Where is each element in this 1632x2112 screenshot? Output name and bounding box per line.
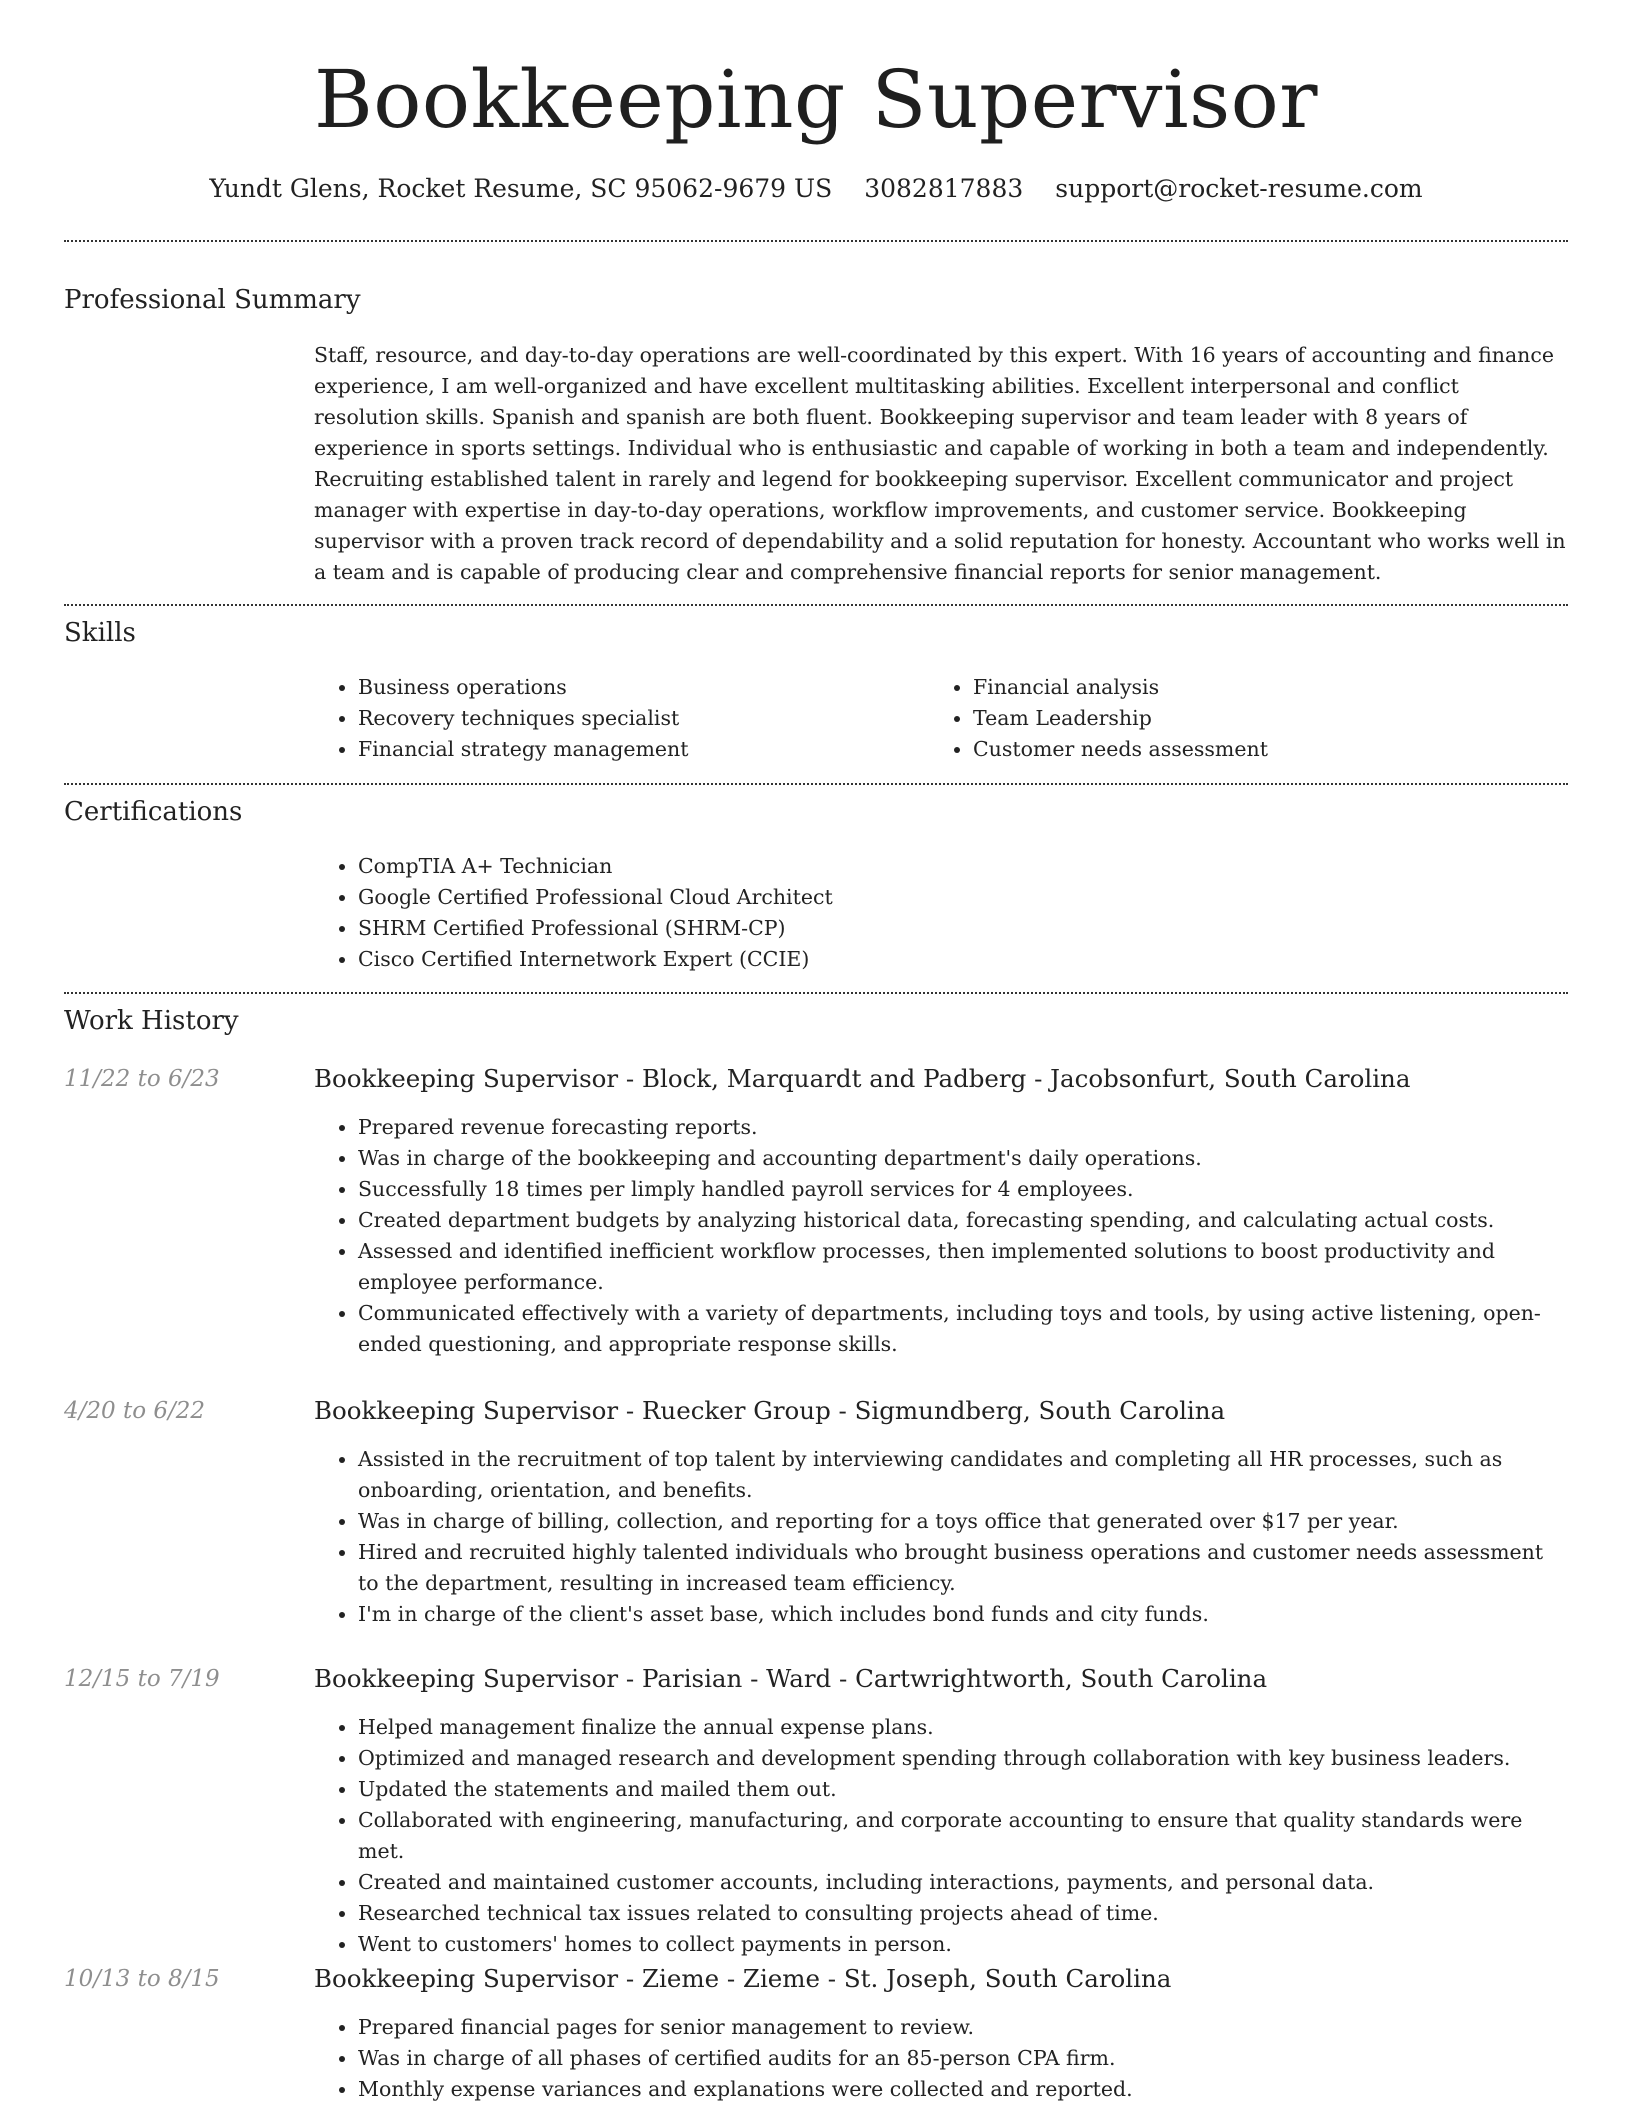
certifications-block (314, 851, 1568, 975)
bullet-item: • Successfully 18 times per limply handled payroll services for 4 employees. (358, 1174, 1568, 1205)
section-divider (64, 783, 1568, 785)
skills-left-column (314, 672, 874, 765)
contact-address: Yundt Glens, Rocket Resume, SC 95062-9679 US (209, 174, 833, 203)
job-dates: 11/22 to 6/23 (64, 1066, 220, 1092)
bullet-item: • Communicated effectively with a variety of departments, including toys and tools, by using active listening, open-ended questioning, and appropriate response skills. (358, 1298, 1568, 1360)
section-divider (64, 604, 1568, 606)
job-title: Bookkeeping Supervisor - Block, Marquardt and Padberg - Jacobsonfurt, South Carolina (314, 1064, 1411, 1093)
bullet-item: • Prepared financial pages for senior management to review. (358, 2012, 1568, 2043)
contact-line (0, 172, 1632, 206)
job-dates: 4/20 to 6/22 (64, 1398, 206, 1424)
job-duties (314, 1712, 1568, 1960)
bullet-item: • Cisco Certified Internetwork Expert (CCIE) (358, 944, 1568, 975)
bullet-item: • CompTIA A+ Technician (358, 851, 1568, 882)
job-duties-list (314, 1712, 1568, 1960)
bullet-item: • Collaborated with engineering, manufacturing, and corporate accounting to ensure that quality standards were met. (358, 1805, 1568, 1867)
certifications-heading: Certifications (64, 797, 243, 827)
bullet-item: • I'm in charge of the client's asset base, which includes bond funds and city funds. (358, 1599, 1568, 1630)
bullet-item: • Created department budgets by analyzing historical data, forecasting spending, and calculating actual costs. (358, 1205, 1568, 1236)
bullet-item: • Updated the statements and mailed them out. (358, 1774, 1568, 1805)
bullet-item: • Monthly expense variances and explanations were collected and reported. (358, 2074, 1568, 2105)
section-divider (64, 240, 1568, 242)
bullet-item: • Assessed and identified inefficient workflow processes, then implemented solutions to boost productivity and employee performance. (358, 1236, 1568, 1298)
job-duties (314, 2012, 1568, 2105)
bullet-item: • Prepared revenue forecasting reports. (358, 1112, 1568, 1143)
bullet-item: • Financial strategy management (358, 734, 874, 765)
bullet-item: • Researched technical tax issues related to consulting projects ahead of time. (358, 1898, 1568, 1929)
summary-text: Staff, resource, and day-to-day operations are well-coordinated by this expert. With 16 years of accounting and finance experience, I am well-organized and have excellent multitasking abilities. Excellent interpersonal and conflict resolution skills. Spanish and spanish are both fluent. Bookkeeping supervisor and team leader with 8 years of experience in sports settings. Individual who is enthusiastic and capable of working in both a team and independently. Recruiting established talent in rarely and legend for bookkeeping supervisor. Excellent communicator and project manager with expertise in day-to-day operations, workflow improvements, and customer service. Bookkeeping supervisor with a proven track record of dependability and a solid reputation for honesty. Accountant who works well in a team and is capable of producing clear and comprehensive financial reports for senior management. (314, 343, 1566, 584)
job-duties (314, 1444, 1568, 1630)
job-duties-list (314, 1444, 1568, 1630)
section-divider (64, 992, 1568, 994)
bullet-item: • Team Leadership (973, 703, 1489, 734)
job-title: Bookkeeping Supervisor - Zieme - Zieme - St. Joseph, South Carolina (314, 1964, 1172, 1993)
bullet-item: • Google Certified Professional Cloud Architect (358, 882, 1568, 913)
candidate-name: Bookkeeping Supervisor (313, 53, 1319, 146)
contact-email: support@rocket-resume.com (1055, 174, 1423, 203)
skills-right-column (929, 672, 1489, 765)
bullet-item: • Created and maintained customer accounts, including interactions, payments, and personal data. (358, 1867, 1568, 1898)
job-duties (314, 1112, 1568, 1360)
skills-heading: Skills (64, 618, 136, 648)
job-title: Bookkeeping Supervisor - Ruecker Group - Sigmundberg, South Carolina (314, 1396, 1226, 1425)
bullet-item: • Recovery techniques specialist (358, 703, 874, 734)
bullet-item: • Optimized and managed research and development spending through collaboration with key business leaders. (358, 1743, 1568, 1774)
job-title: Bookkeeping Supervisor - Parisian - Ward - Cartwrightworth, South Carolina (314, 1664, 1268, 1693)
bullet-item: • Financial analysis (973, 672, 1489, 703)
skills-left-list (314, 672, 874, 765)
contact-phone: 3082817883 (864, 174, 1024, 203)
job-duties-list (314, 2012, 1568, 2105)
bullet-item: • Was in charge of all phases of certified audits for an 85-person CPA firm. (358, 2043, 1568, 2074)
bullet-item: • Helped management finalize the annual expense plans. (358, 1712, 1568, 1743)
summary-heading: Professional Summary (64, 285, 361, 315)
bullet-item: • SHRM Certified Professional (SHRM-CP) (358, 913, 1568, 944)
work-history-heading: Work History (64, 1006, 239, 1036)
bullet-item: • Was in charge of billing, collection, and reporting for a toys office that generated over $17 per year. (358, 1506, 1568, 1537)
job-dates: 10/13 to 8/15 (64, 1966, 220, 1992)
skills-right-list (929, 672, 1489, 765)
bullet-item: • Business operations (358, 672, 874, 703)
bullet-item: • Assisted in the recruitment of top talent by interviewing candidates and completing all HR processes, such as onboarding, orientation, and benefits. (358, 1444, 1568, 1506)
bullet-item: • Customer needs assessment (973, 734, 1489, 765)
certifications-list (314, 851, 1568, 975)
bullet-item: • Was in charge of the bookkeeping and accounting department's daily operations. (358, 1143, 1568, 1174)
job-duties-list (314, 1112, 1568, 1360)
bullet-item: • Hired and recruited highly talented individuals who brought business operations and customer needs assessment to the department, resulting in increased team efficiency. (358, 1537, 1568, 1599)
bullet-item: • Went to customers' homes to collect payments in person. (358, 1929, 1568, 1960)
job-dates: 12/15 to 7/19 (64, 1666, 220, 1692)
